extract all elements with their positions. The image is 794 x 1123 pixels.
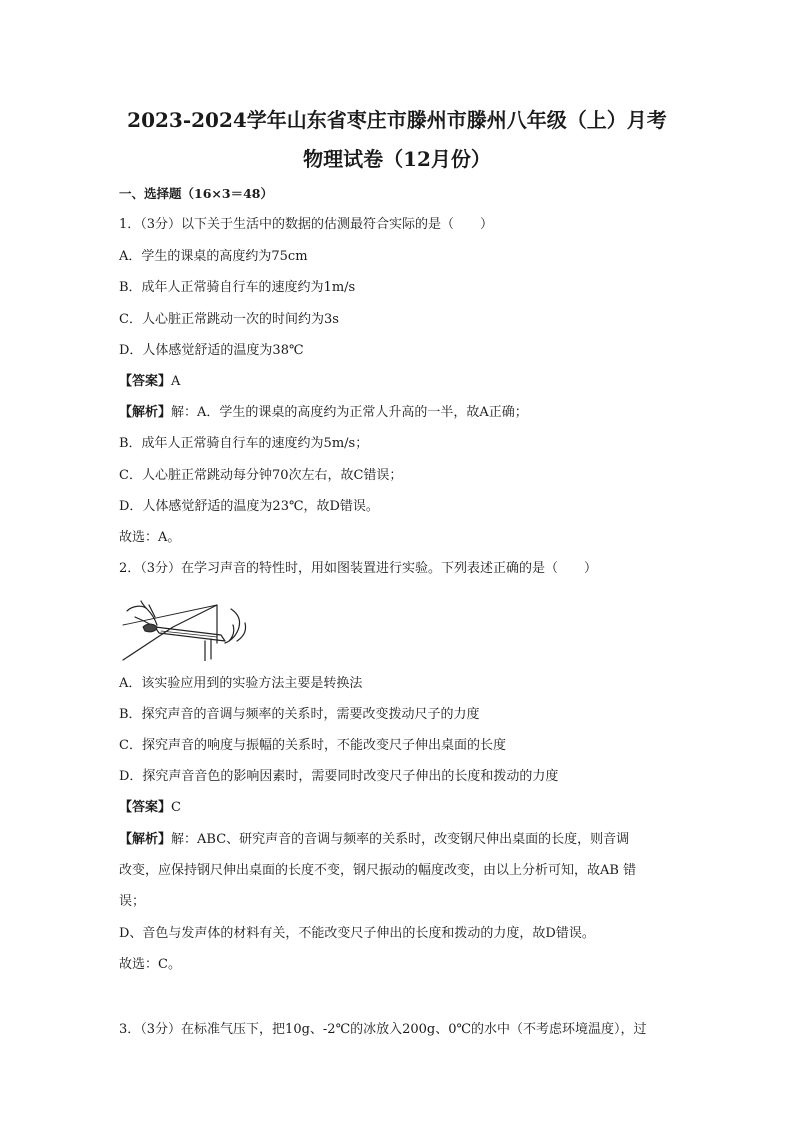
q1-stem: 1．（3分）以下关于生活中的数据的估测最符合实际的是（ ） bbox=[119, 217, 494, 232]
q1-analysis-line-4: D．人体感觉舒适的温度为23℃，故D错误。 bbox=[119, 499, 379, 514]
q1-option-c: C．人心脏正常跳动一次的时间约为3s bbox=[119, 312, 339, 327]
q2-option-a: A．该实验应用到的实验方法主要是转换法 bbox=[119, 676, 363, 691]
q1-analysis-label: 【解析】 bbox=[119, 405, 172, 420]
finger-tip bbox=[143, 624, 157, 632]
q1-analysis-text: 解：A．学生的课桌的高度约为正常人升高的一半，故A正确； bbox=[171, 405, 528, 420]
q2-analysis-line-1 bbox=[119, 830, 629, 850]
q2-answer-label: 【答案】 bbox=[119, 800, 172, 815]
q2-answer bbox=[119, 798, 181, 818]
q2-analysis-line-5: 故选：C。 bbox=[119, 957, 181, 972]
doc-title-line-2: 物理试卷（12月份） bbox=[303, 147, 491, 171]
q3-stem: 3．（3分）在标准气压下，把10g、-2℃的冰放入200g、0℃的水中（不考虑环境温度），过 bbox=[119, 1022, 647, 1037]
q1-option-a: A．学生的课桌的高度约为75cm bbox=[119, 249, 308, 264]
q2-answer-value: C bbox=[171, 800, 181, 815]
q2-analysis-text: 解：ABC、研究声音的音调与频率的关系时，改变钢尺伸出桌面的长度，则音调 bbox=[171, 832, 630, 847]
q1-answer-value: A bbox=[171, 374, 181, 389]
ruler-table-experiment-figure bbox=[121, 597, 249, 661]
q2-analysis-label: 【解析】 bbox=[119, 832, 172, 847]
section-heading: 一、选择题（16×3＝48） bbox=[119, 186, 273, 201]
q1-analysis-line-1 bbox=[119, 403, 528, 423]
q1-option-b: B．成年人正常骑自行车的速度约为1m/s bbox=[119, 280, 356, 295]
q2-stem: 2．（3分）在学习声音的特性时，用如图装置进行实验。下列表述正确的是（ ） bbox=[119, 561, 598, 576]
q1-analysis-line-5: 故选：A。 bbox=[119, 530, 181, 545]
right-hand bbox=[225, 609, 246, 643]
q2-analysis-line-3: 误； bbox=[119, 894, 146, 909]
q2-analysis-line-2: 改变，应保持钢尺伸出桌面的长度不变，钢尺振动的幅度改变，由以上分析可知，故AB 错 bbox=[119, 863, 637, 878]
q1-answer bbox=[119, 372, 180, 392]
table-surface-line bbox=[123, 605, 217, 625]
q1-option-d: D．人体感觉舒适的温度为38℃ bbox=[119, 343, 304, 358]
q1-analysis-line-2: B．成年人正常骑自行车的速度约为5m/s； bbox=[119, 436, 369, 451]
q2-analysis-line-4: D、音色与发声体的材料有关，不能改变尺子伸出的长度和拨动的力度，故D错误。 bbox=[119, 926, 595, 941]
q1-answer-label: 【答案】 bbox=[119, 374, 172, 389]
doc-title-line-1: 2023-2024学年山东省枣庄市滕州市滕州八年级（上）月考 bbox=[127, 108, 667, 132]
q2-option-d: D．探究声音音色的影响因素时，需要同时改变尺子伸出的长度和拨动的力度 bbox=[119, 769, 559, 784]
q2-option-c: C．探究声音的响度与振幅的关系时，不能改变尺子伸出桌面的长度 bbox=[119, 738, 506, 753]
table-leg bbox=[205, 639, 211, 661]
q2-option-b: B．探究声音的音调与频率的关系时，需要改变拨动尺子的力度 bbox=[119, 707, 480, 722]
q1-analysis-line-3: C．人心脏正常跳动每分钟70次左右，故C错误； bbox=[119, 468, 403, 483]
